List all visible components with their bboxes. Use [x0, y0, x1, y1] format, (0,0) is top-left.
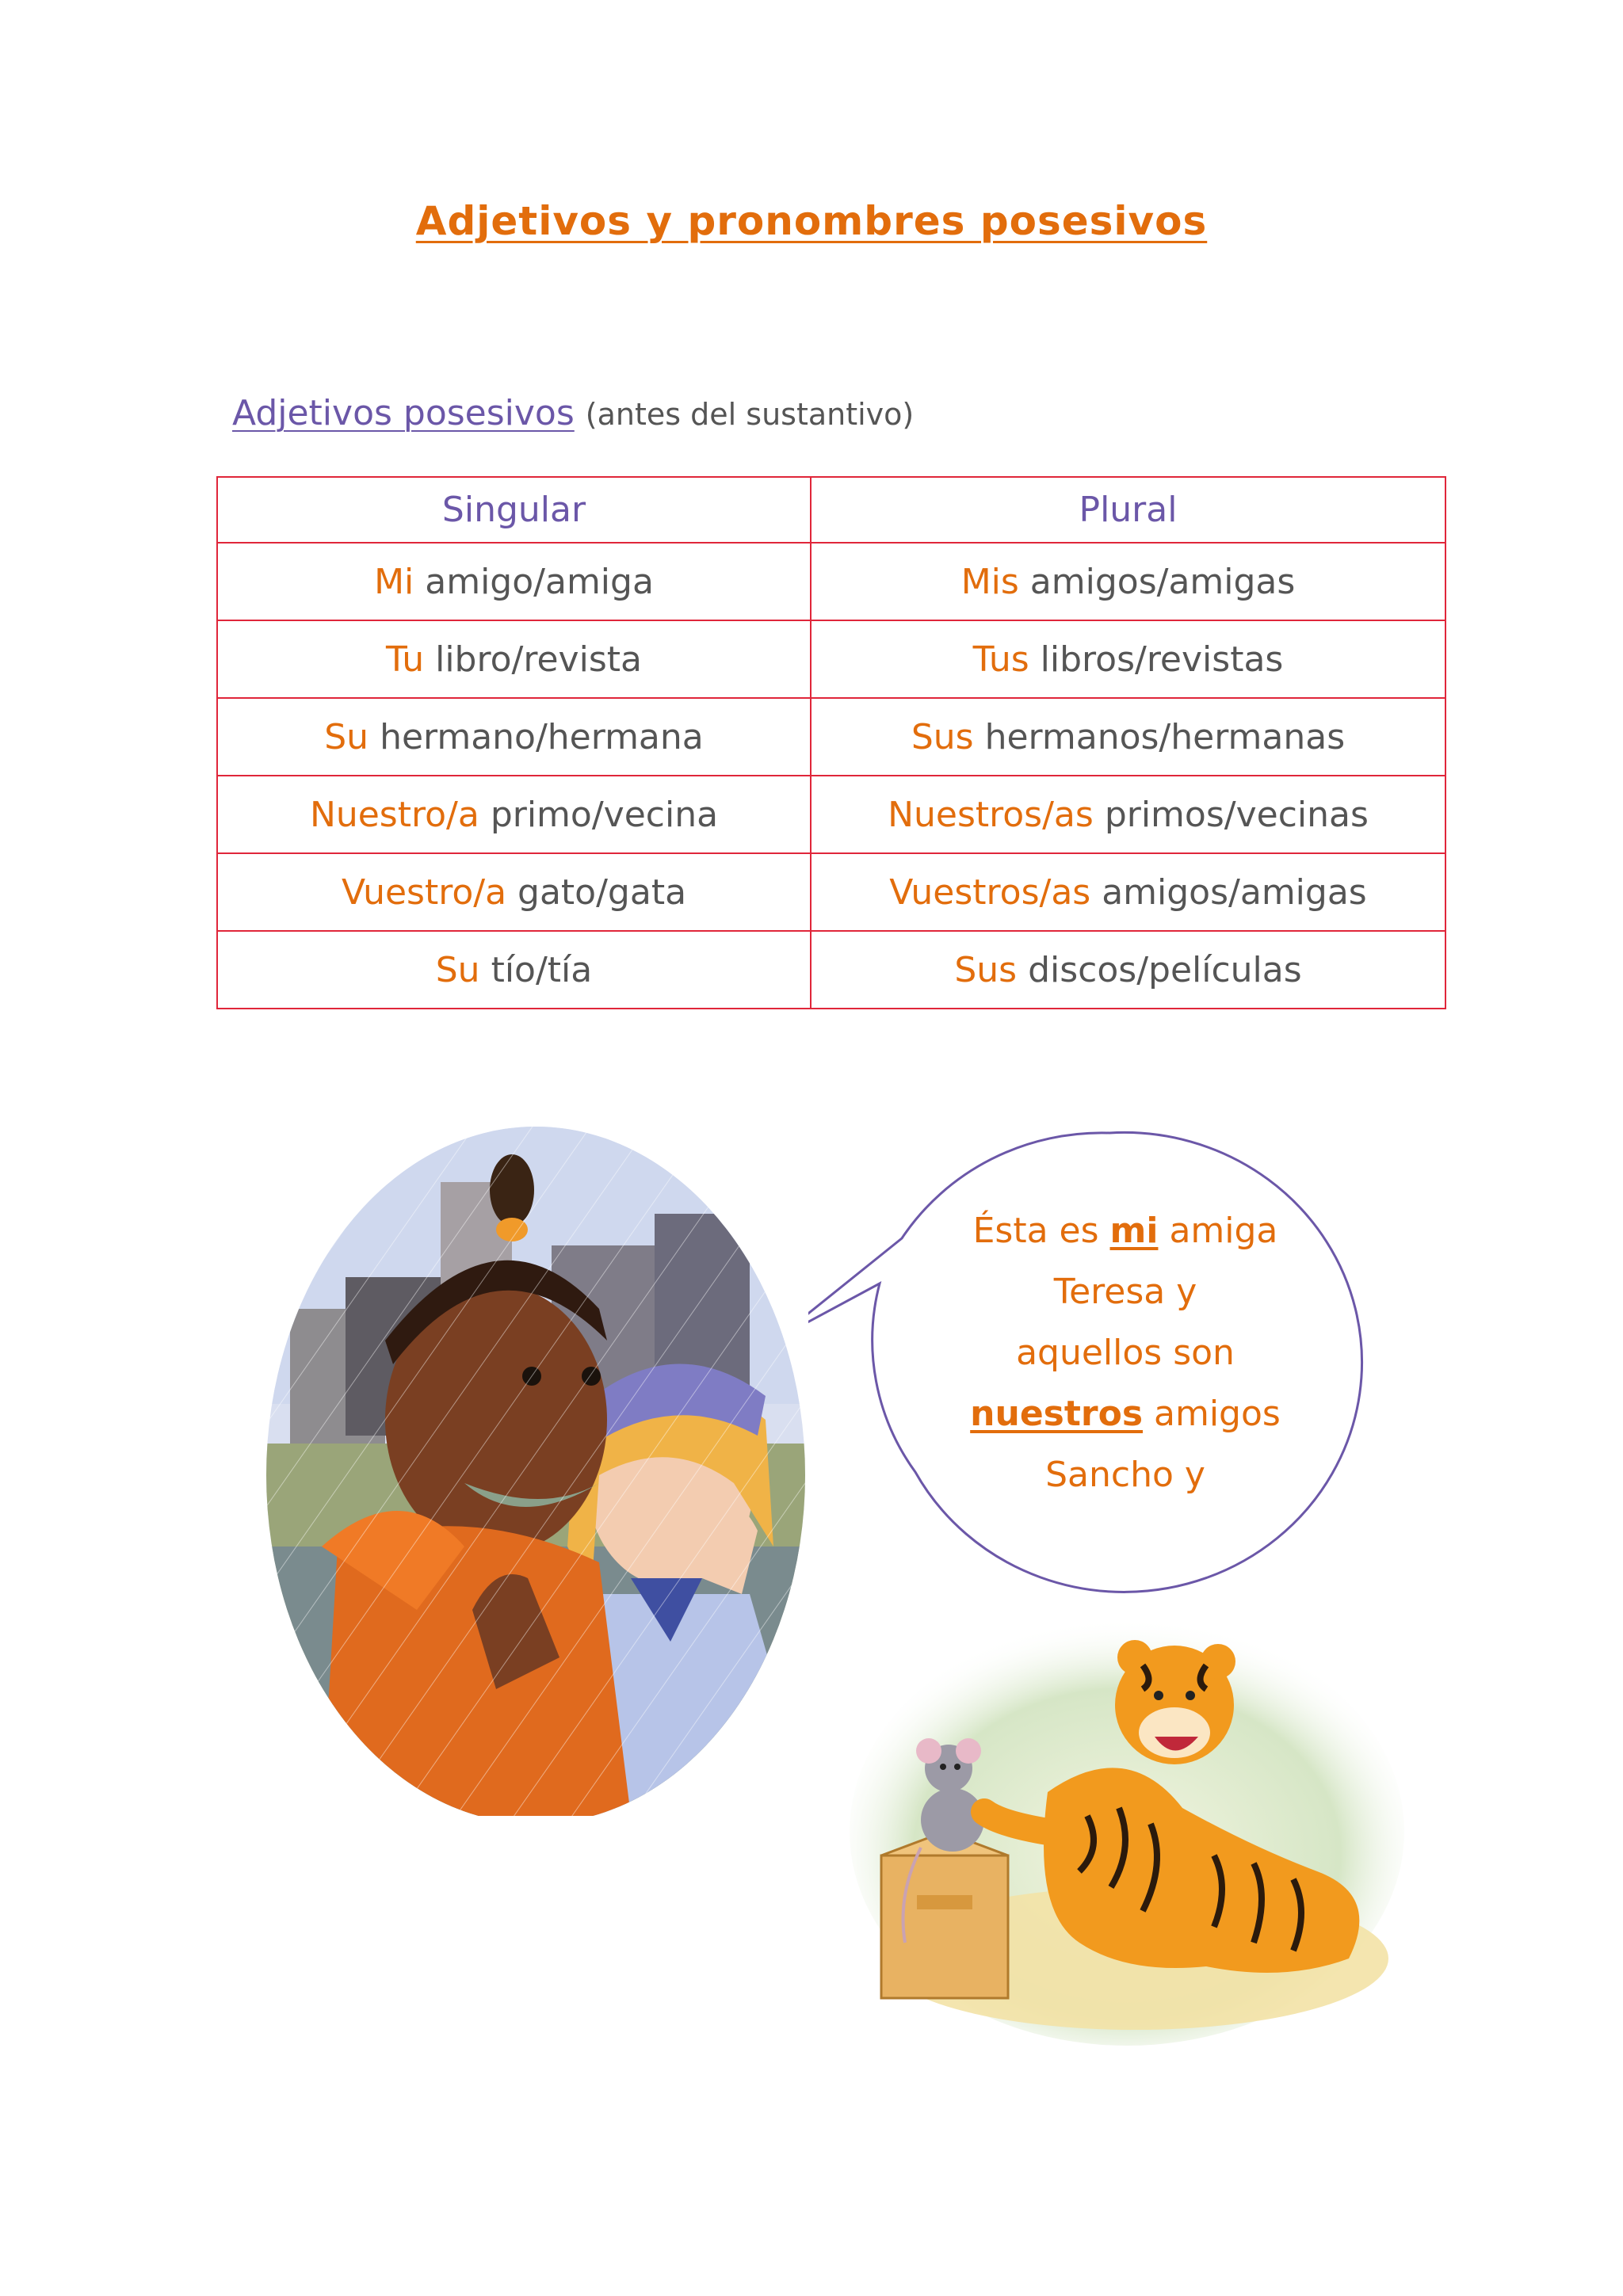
- possessive-word: Nuestro/a: [309, 794, 479, 835]
- cell-singular: [217, 698, 811, 776]
- table-row: [217, 543, 1445, 620]
- noun-text: gato/gata: [506, 871, 687, 913]
- bubble-text-part: Ésta es: [972, 1211, 1110, 1251]
- possessive-adjectives-table: [216, 476, 1446, 1009]
- cell-plural: [811, 543, 1445, 620]
- table-header-row: [217, 477, 1445, 543]
- noun-text: libros/revistas: [1029, 639, 1284, 680]
- possessive-word: Nuestros/as: [888, 794, 1094, 835]
- noun-text: hermano/hermana: [369, 716, 704, 757]
- possessive-word: Sus: [954, 949, 1018, 990]
- cell-singular: [217, 620, 811, 698]
- possessive-word: Su: [324, 716, 369, 757]
- header-plural: Plural: [811, 477, 1445, 543]
- cell-singular: [217, 931, 811, 1009]
- bubble-emphasis: mi: [1109, 1211, 1159, 1251]
- bubble-line: Teresa y: [1053, 1272, 1197, 1312]
- cell-plural: [811, 853, 1445, 931]
- section-heading-main: Adjetivos posesivos: [232, 393, 575, 433]
- table-row: [217, 776, 1445, 853]
- cell-singular: [217, 543, 811, 620]
- table-row: [217, 853, 1445, 931]
- bubble-emphasis: nuestros: [970, 1394, 1144, 1434]
- noun-text: amigo/amiga: [414, 561, 654, 602]
- bubble-line: [888, 1200, 1363, 1261]
- bubble-text-part: amigos: [1143, 1394, 1281, 1434]
- noun-text: tío/tía: [479, 949, 593, 990]
- noun-text: amigos/amigas: [1090, 871, 1367, 913]
- illustration-mouse-tiger: [842, 1610, 1412, 2046]
- speech-bubble-text: [888, 1200, 1363, 1505]
- bubble-text-part: amiga: [1158, 1211, 1278, 1251]
- noun-text: hermanos/hermanas: [973, 716, 1346, 757]
- noun-text: primo/vecina: [479, 794, 719, 835]
- bubble-line: [888, 1383, 1363, 1444]
- page-title: Adjetivos y pronombres posesivos: [415, 198, 1208, 244]
- possessive-word: Tu: [386, 639, 425, 680]
- cell-plural: [811, 620, 1445, 698]
- noun-text: discos/películas: [1017, 949, 1302, 990]
- cell-singular: [217, 776, 811, 853]
- noun-text: libro/revista: [424, 639, 642, 680]
- table-row: [217, 698, 1445, 776]
- possessive-word: Su: [435, 949, 480, 990]
- cell-singular: [217, 853, 811, 931]
- header-singular: Singular: [217, 477, 811, 543]
- bubble-line: Sancho y: [1045, 1455, 1205, 1495]
- table-row: [217, 620, 1445, 698]
- possessive-word: Mi: [374, 561, 414, 602]
- bubble-line: aquellos son: [1016, 1333, 1235, 1373]
- possessive-word: Vuestros/as: [889, 871, 1091, 913]
- cell-plural: [811, 931, 1445, 1009]
- possessive-word: Sus: [911, 716, 974, 757]
- section-heading-note: (antes del sustantivo): [585, 397, 915, 432]
- section-heading: [232, 393, 914, 433]
- table-row: [217, 931, 1445, 1009]
- cell-plural: [811, 698, 1445, 776]
- illustration-friends: [258, 1103, 829, 1816]
- cardboard-box: [881, 1855, 1008, 1998]
- possessive-word: Vuestro/a: [341, 871, 507, 913]
- possessive-word: Tus: [972, 639, 1029, 680]
- possessive-word: Mis: [960, 561, 1019, 602]
- noun-text: primos/vecinas: [1093, 794, 1369, 835]
- cell-plural: [811, 776, 1445, 853]
- noun-text: amigos/amigas: [1018, 561, 1296, 602]
